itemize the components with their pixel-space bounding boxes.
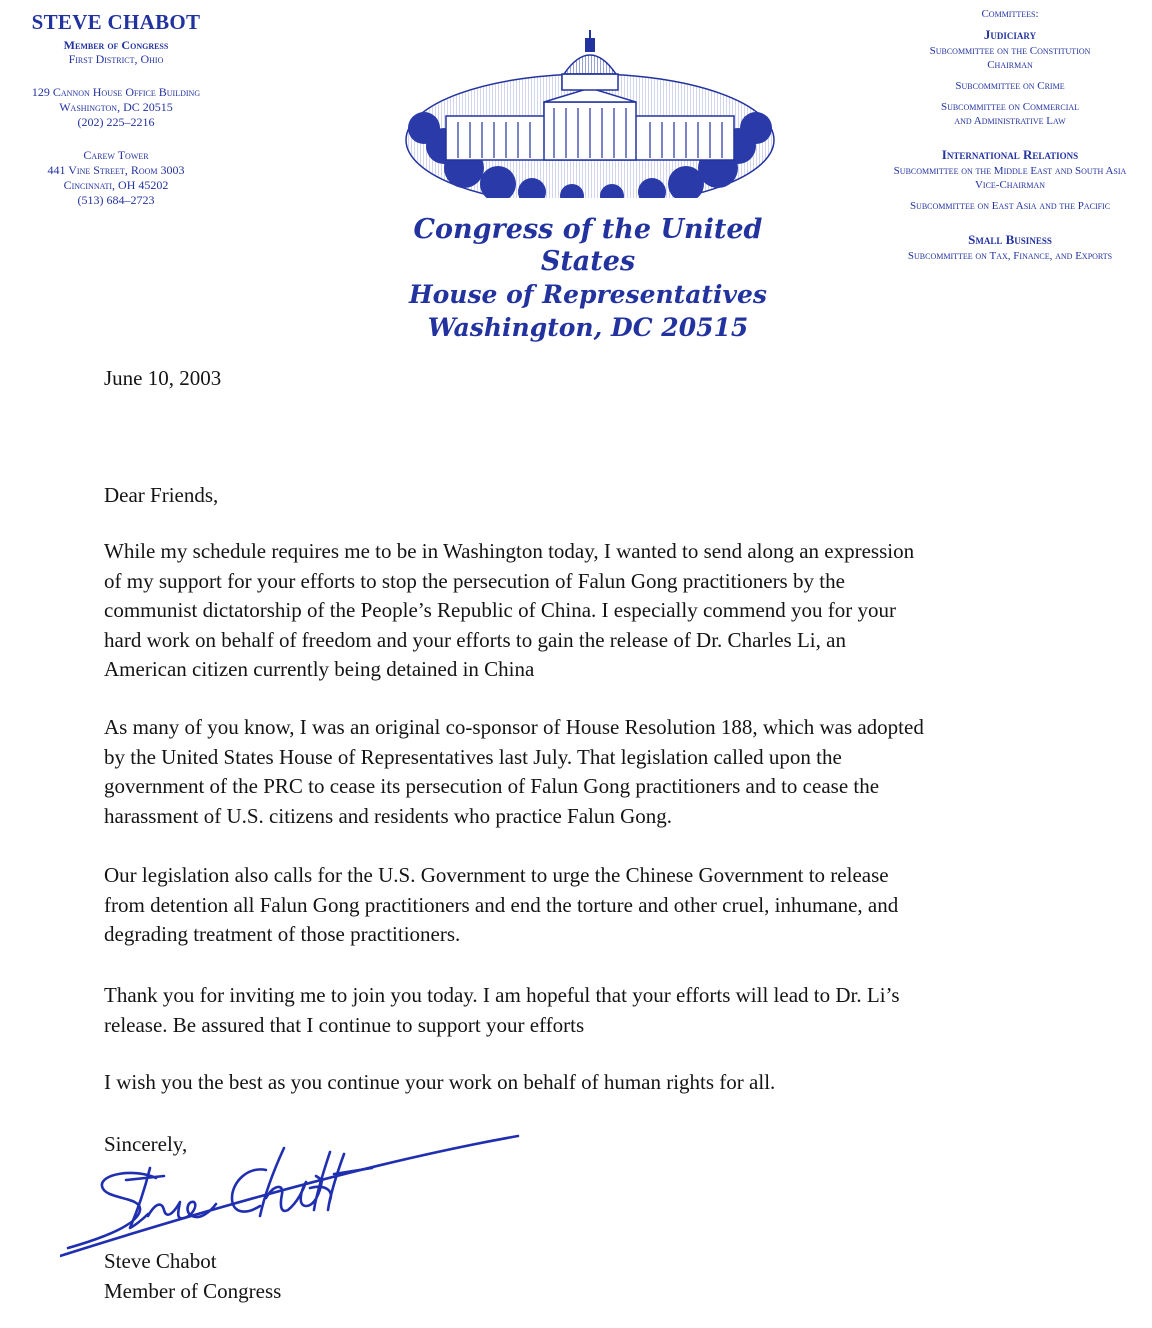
- district-office-line: Cincinnati, OH 45202: [63, 178, 169, 192]
- congress-header: [378, 214, 798, 344]
- paragraph-line: Thank you for inviting me to join you today. I am hopeful that your efforts will lead to Dr. Li’s: [104, 983, 900, 1007]
- paragraph-line: degrading treatment of those practitioners.: [104, 922, 461, 946]
- committees-heading: Committees:: [981, 8, 1039, 20]
- handwritten-signature: [60, 1128, 530, 1260]
- committee-small-business: Small Business: [968, 232, 1052, 247]
- paragraph-5: [104, 1068, 775, 1098]
- member-title: Member of Congress: [63, 38, 169, 52]
- paragraph-2: [104, 713, 924, 831]
- dc-office-line: 129 Cannon House Office Building: [31, 85, 201, 99]
- closing: Sincerely,: [104, 1132, 188, 1156]
- member-name: STEVE CHABOT: [31, 10, 201, 34]
- committees-list: [858, 6, 1152, 263]
- paragraph-line: from detention all Falun Gong practitioners and end the torture and other cruel, inhumane, and: [104, 892, 899, 917]
- signer-title: Member of Congress: [104, 1279, 282, 1303]
- washington-address: Washington, DC 20515: [427, 313, 749, 342]
- signer-name: Steve Chabot: [104, 1249, 217, 1273]
- paragraph-3: [104, 861, 898, 950]
- paragraph-line: While my schedule requires me to be in Washington today, I wanted to send along an expression: [104, 539, 915, 563]
- committee-international-relations: International Relations: [941, 147, 1079, 162]
- subcommittee-line: Subcommittee on the Constitution: [929, 45, 1091, 57]
- subcommittee-line: Subcommittee on Tax, Finance, and Exports: [907, 250, 1113, 262]
- paragraph-line: American citizen currently being detained in China: [104, 657, 535, 681]
- paragraph-line: government of the PRC to cease its persecution of Falun Gong practitioners and to cease the: [104, 774, 880, 798]
- paragraph-line: communist dictatorship of the People’s Republic of China. I especially commend you for your: [104, 598, 897, 622]
- district-office-line: Carew Tower: [83, 148, 149, 162]
- dc-office-line: Washington, DC 20515: [59, 100, 173, 114]
- salutation: Dear Friends,: [104, 483, 219, 507]
- letter-date: June 10, 2003: [104, 366, 222, 390]
- congress-title: Congress of the United States: [413, 214, 763, 277]
- subcommittee-line: Subcommittee on Commercial: [940, 101, 1080, 113]
- subcommittee-role: Vice-Chairman: [974, 179, 1046, 191]
- subcommittee-line: Subcommittee on East Asia and the Pacific: [909, 200, 1111, 212]
- paragraph-line: harassment of U.S. citizens and residents who practice Falun Gong.: [104, 803, 673, 828]
- paragraph-line: Our legislation also calls for the U.S. Government to urge the Chinese Government to release: [104, 863, 889, 887]
- paragraph-line: I wish you the best as you continue your work on behalf of human rights for all.: [104, 1070, 776, 1094]
- paragraph-line: As many of you know, I was an original co-sponsor of House Resolution 188, which was adopted: [104, 715, 924, 739]
- subcommittee-line: Subcommittee on the Middle East and South Asia: [893, 165, 1127, 177]
- house-title: House of Representatives: [409, 280, 767, 309]
- district-office-phone: (513) 684–2723: [77, 193, 155, 207]
- subcommittee-role: Chairman: [987, 59, 1033, 71]
- paragraph-line: hard work on behalf of freedom and your efforts to gain the release of Dr. Charles Li, an: [104, 627, 846, 652]
- district-office-line: 441 Vine Street, Room 3003: [47, 163, 185, 177]
- capitol-building-engraving: [402, 28, 778, 210]
- paragraph-line: of my support for your efforts to stop the persecution of Falun Gong practitioners by the: [104, 568, 845, 593]
- subcommittee-line: and Administrative Law: [954, 115, 1066, 127]
- paragraph-4: [104, 981, 900, 1040]
- paragraph-line: release. Be assured that I continue to support your efforts: [104, 1012, 585, 1037]
- paragraph-1: [104, 537, 914, 685]
- member-district: First District, Ohio: [68, 52, 164, 66]
- letterhead-left: [0, 10, 232, 208]
- dc-office-phone: (202) 225–2216: [77, 115, 155, 129]
- committee-judiciary: Judiciary: [983, 27, 1037, 42]
- subcommittee-line: Subcommittee on Crime: [955, 80, 1065, 92]
- paragraph-line: by the United States House of Representatives last July. That legislation called upon the: [104, 744, 842, 769]
